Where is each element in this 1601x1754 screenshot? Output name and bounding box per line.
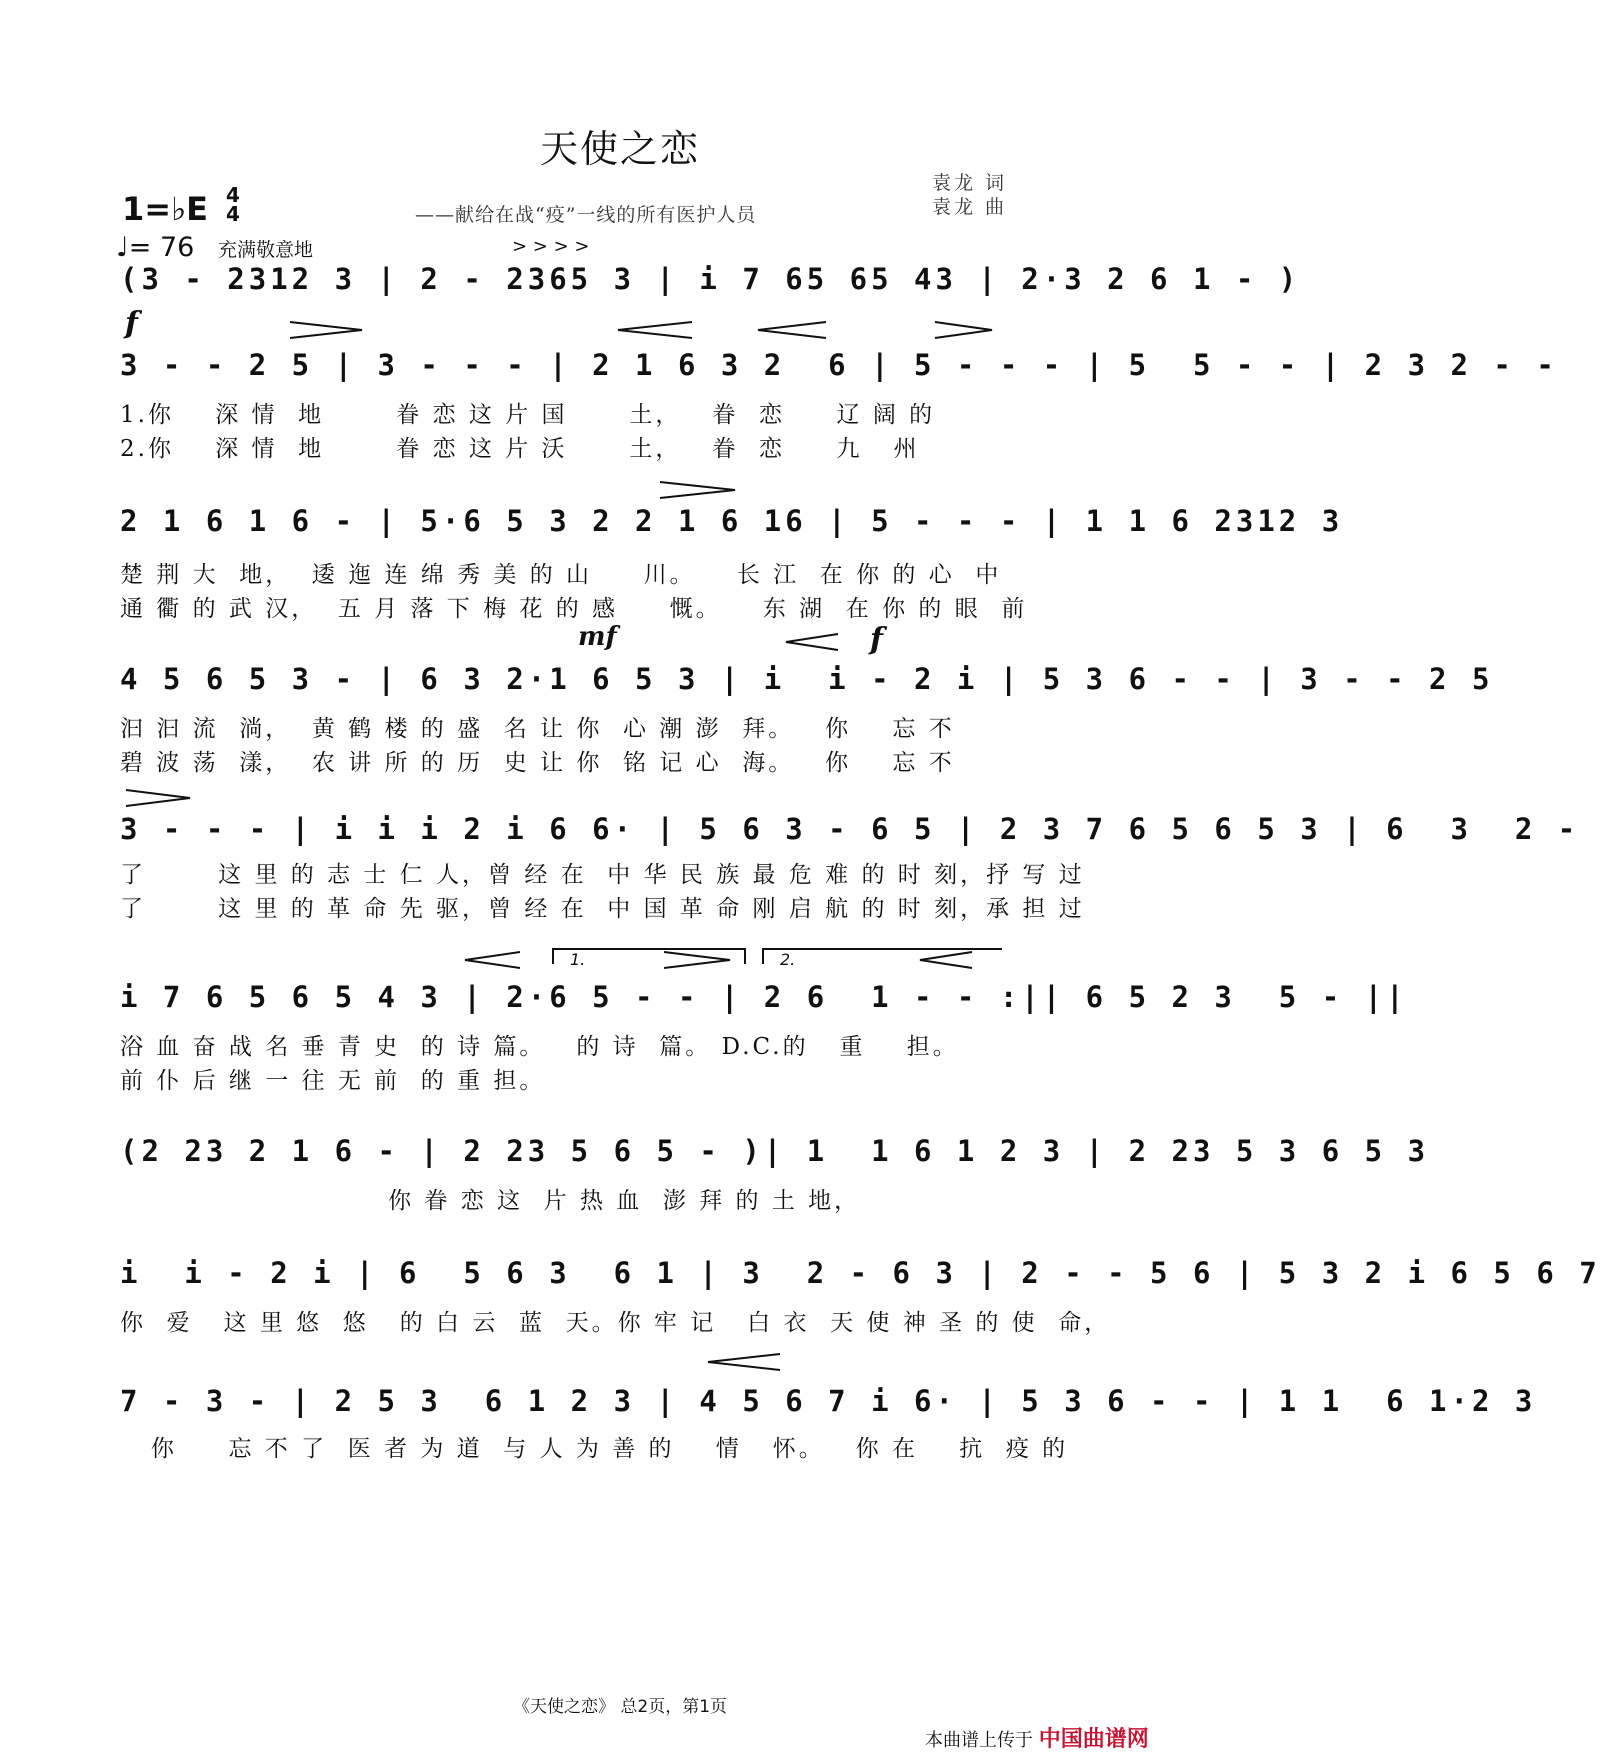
crescendo-hairpin xyxy=(920,952,972,968)
lyrics-row-4-verse-1: 汩 汩 流 淌， 黄 鹤 楼 的 盛 名 让 你 心 潮 澎 拜。 你 忘 不 xyxy=(120,716,955,742)
lyrics-row-9: 你 忘 不 了 医 者 为 道 与 人 为 善 的 情 怀。 你 在 抗 疫 的 xyxy=(120,1436,1069,1462)
accent-marks: > > > > xyxy=(512,236,590,257)
crescendo-hairpin xyxy=(708,1354,780,1370)
notation-row-7: (2 23 2 1 6 - | 2 23 5 6 5 - )| 1 1 6 1 2 3 | 2 23 5 3 6 5 3 xyxy=(120,1134,1430,1168)
tempo-marking: ♩= 76 xyxy=(116,232,195,263)
time-signature-bottom: 4 xyxy=(226,202,240,226)
notation-row-5: 3 - - - | i i i 2 i 6 6· | 5 6 3 - 6 5 | 2 3 7 6 5 6 5 3 | 6 3 2 - xyxy=(120,812,1580,846)
volta-2-label: 2. xyxy=(780,950,796,969)
lyrics-row-3-verse-1: 楚 荆 大 地， 逶 迤 连 绵 秀 美 的 山 川。 长 江 在 你 的 心 中 xyxy=(120,562,1002,588)
time-signature-top: 4 xyxy=(226,183,240,207)
dynamic-forte: f xyxy=(125,306,138,341)
decrescendo-hairpin xyxy=(290,322,362,338)
lyrics-row-3-verse-2: 通 衢 的 武 汉， 五 月 落 下 梅 花 的 感 慨。 东 湖 在 你 的 眼 前 xyxy=(120,596,1028,622)
crescendo-hairpin xyxy=(618,322,692,338)
volta-1-label: 1. xyxy=(570,950,586,969)
lyrics-row-2-verse-1: 1.你 深 情 地 眷 恋 这 片 国 土， 眷 恋 辽 阔 的 xyxy=(120,402,936,428)
decrescendo-hairpin xyxy=(935,322,992,338)
crescendo-hairpin xyxy=(465,952,520,968)
notation-row-8: i i - 2 i | 6 5 6 3 6 1 | 3 2 - 6 3 | 2 - - 5 6 | 5 3 2 i 6 5 6 7 xyxy=(120,1256,1601,1290)
watermark-prefix: 本曲谱上传于 xyxy=(925,1730,1033,1751)
notation-row-4: 4 5 6 5 3 - | 6 3 2·1 6 5 3 | i i - 2 i | 5 3 6 - - | 3 - - 2 5 xyxy=(120,662,1494,696)
composer: 袁龙 曲 xyxy=(932,196,1008,218)
expression-marking: 充满敬意地 xyxy=(218,239,314,261)
subtitle: ——献给在战“疫”一线的所有医护人员 xyxy=(415,204,757,226)
notation-row-6: i 7 6 5 6 5 4 3 | 2·6 5 - - | 2 6 1 - - :|| 6 5 2 3 5 - || xyxy=(120,980,1408,1014)
page-title: 天使之恋 xyxy=(539,127,700,171)
lyrics-row-6-verse-2: 前 仆 后 继 一 往 无 前 的 重 担。 xyxy=(120,1068,546,1094)
lyrics-row-8: 你 爱 这 里 悠 悠 的 白 云 蓝 天。你 牢 记 白 衣 天 使 神 圣 的 使 命， xyxy=(120,1310,1111,1336)
lyrics-row-7: 你 眷 恋 这 片 热 血 澎 拜 的 土 地， xyxy=(120,1188,861,1214)
decrescendo-hairpin xyxy=(664,952,730,968)
notation-row-1: (3 - 2312 3 | 2 - 2365 3 | i 7 65 65 43 | 2·3 2 6 1 - ) xyxy=(120,262,1301,296)
site-watermark xyxy=(925,1722,1149,1753)
dynamic-mezzo-forte: mf xyxy=(578,622,617,652)
crescendo-hairpin xyxy=(758,322,826,338)
notation-row-2: 3 - - 2 5 | 3 - - - | 2 1 6 3 2 6 | 5 - - - | 5 5 - - | 2 3 2 - - xyxy=(120,348,1558,382)
notation-row-9: 7 - 3 - | 2 5 3 6 1 2 3 | 4 5 6 7 i 6· | 5 3 6 - - | 1 1 6 1·2 3 xyxy=(120,1384,1537,1418)
key-signature: 1=♭E xyxy=(122,190,209,228)
decrescendo-hairpin xyxy=(660,482,735,498)
lyrics-row-6-verse-1: 浴 血 奋 战 名 垂 青 史 的 诗 篇。 的 诗 篇。 D.C.的 重 担。 xyxy=(120,1034,959,1060)
lyrics-row-5-verse-1: 了 这 里 的 志 士 仁 人，曾 经 在 中 华 民 族 最 危 难 的 时 刻，抒 写 过 xyxy=(120,862,1085,888)
decrescendo-hairpin xyxy=(126,790,190,806)
crescendo-hairpin xyxy=(786,634,838,650)
lyrics-row-2-verse-2: 2.你 深 情 地 眷 恋 这 片 沃 土， 眷 恋 九 州 xyxy=(120,436,920,462)
lyrics-row-5-verse-2: 了 这 里 的 革 命 先 驱，曾 经 在 中 国 革 命 刚 启 航 的 时 刻，承 担 过 xyxy=(120,896,1085,922)
watermark-logo: 中国曲谱网 xyxy=(1038,1727,1149,1752)
lyrics-row-4-verse-2: 碧 波 荡 漾， 农 讲 所 的 历 史 让 你 铭 记 心 海。 你 忘 不 xyxy=(120,750,955,776)
lyricist: 袁龙 词 xyxy=(932,172,1008,194)
notation-row-3: 2 1 6 1 6 - | 5·6 5 3 2 2 1 6 16 | 5 - - - | 1 1 6 2312 3 xyxy=(120,504,1344,538)
dynamic-forte-2: f xyxy=(870,622,883,657)
page-footer: 《天使之恋》 总2页，第1页 xyxy=(512,1697,728,1717)
